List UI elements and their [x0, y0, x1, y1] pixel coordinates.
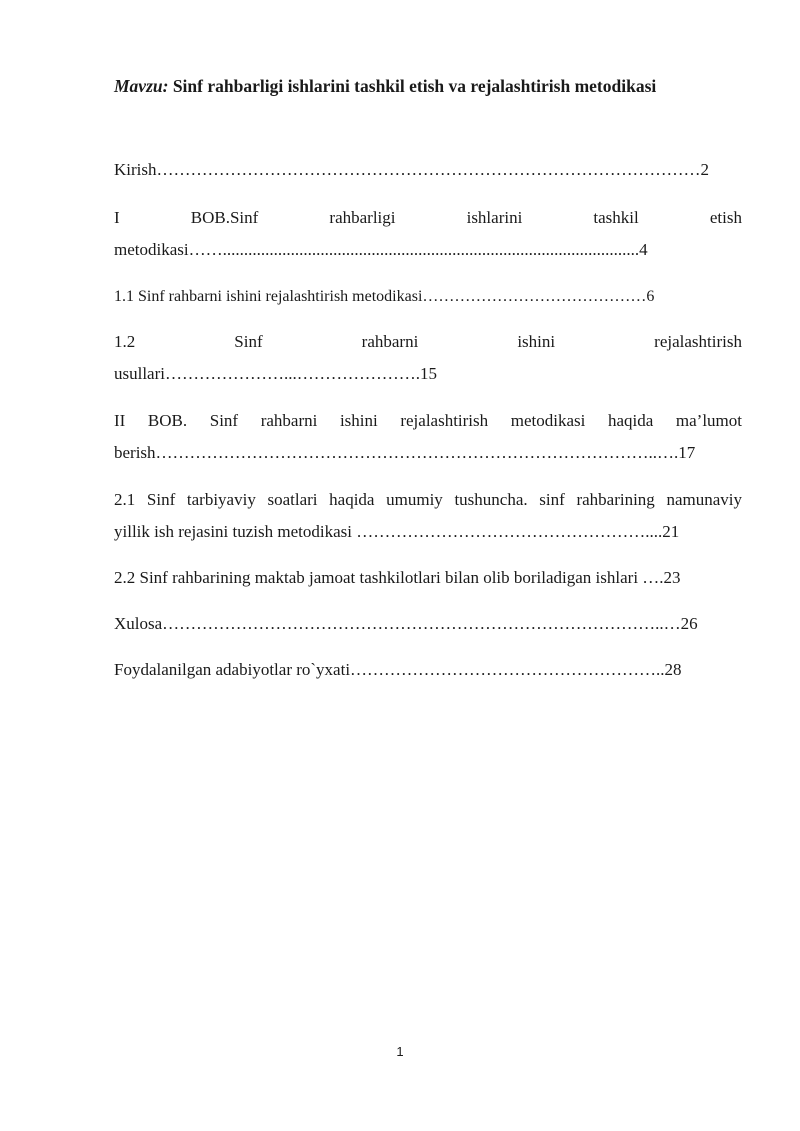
toc-bob1-word: BOB.Sinf — [190, 208, 259, 227]
toc-entry-adabiyot — [114, 654, 742, 686]
toc-entry-1-2 — [114, 326, 742, 390]
toc-entry-xulosa — [114, 608, 742, 640]
toc-1-1-text: 1.1 Sinf rahbarni ishini rejalashtirish metodikasi……………………………………6 — [114, 288, 655, 305]
toc-entry-2-2 — [114, 562, 742, 594]
toc-1-2-line1 — [114, 326, 742, 358]
toc-1-2-word: 1.2 — [114, 332, 136, 351]
toc-kirish-text: Kirish……………………………………………………………………………………2 — [114, 160, 709, 179]
toc-2-1-line1: 2.1 Sinf tarbiyaviy soatlari haqida umumiy tushuncha. sinf rahbarining namunaviy — [114, 490, 742, 509]
toc-bob1-line2: metodikasi……..................................................................................................4 — [114, 240, 648, 259]
toc-bob1-word: rahbarligi — [329, 208, 396, 227]
toc-bob1-word: tashkil — [593, 208, 639, 227]
toc-bob1-word: etish — [709, 208, 742, 227]
toc-entry-bob1 — [114, 202, 742, 266]
topic-title — [114, 76, 754, 97]
toc-bob2-line1: II BOB. Sinf rahbarni ishini rejalashtirish metodikasi haqida ma’lumot — [114, 411, 742, 430]
toc-bob1-line1 — [114, 202, 742, 234]
toc-entry-1-1 — [114, 281, 742, 313]
toc-2-1-line2: yillik ish rejasini tuzish metodikasi ……………………………………………....21 — [114, 522, 680, 541]
toc-2-2-text: 2.2 Sinf rahbarining maktab jamoat tashkilotlari bilan olib boriladigan ishlari ….23 — [114, 568, 681, 587]
page-number: 1 — [396, 1044, 404, 1059]
toc-entry-2-1 — [114, 484, 742, 548]
toc-entry-kirish — [114, 154, 742, 186]
topic-label: Mavzu: — [114, 76, 169, 96]
toc-1-2-word: Sinf — [234, 332, 263, 351]
toc-entry-bob2 — [114, 405, 742, 469]
toc-1-2-word: ishini — [517, 332, 556, 351]
toc-1-2-word: rejalashtirish — [654, 332, 742, 351]
toc-bob1-word: ishlarini — [466, 208, 523, 227]
toc-xulosa-text: Xulosa……………………………………………………………………………..…26 — [114, 614, 698, 633]
toc-1-2-line2: usullari…………………...………………….15 — [114, 364, 437, 383]
toc-bob1-word: I — [114, 208, 120, 227]
toc-bob2-line2: berish……………………………………………………………………………..….17 — [114, 443, 696, 462]
toc-1-2-word: rahbarni — [361, 332, 419, 351]
toc-adabiyot-text: Foydalanilgan adabiyotlar ro`yxati………………………………………………..28 — [114, 660, 682, 679]
topic-text: Sinf rahbarligi ishlarini tashkil etish va rejalashtirish metodikasi — [168, 76, 657, 96]
